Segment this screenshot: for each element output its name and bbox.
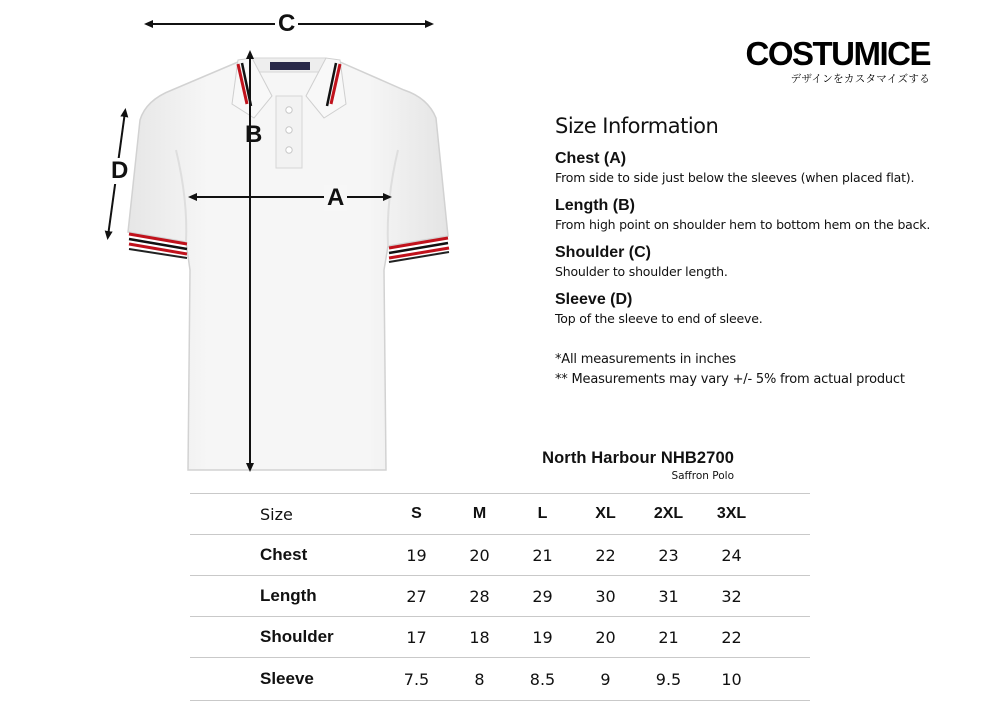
size-chart-table	[190, 493, 810, 701]
table-cell: 22	[574, 535, 637, 576]
polo-shirt-diagram	[0, 0, 520, 490]
row-label: Shoulder	[190, 617, 385, 658]
table-cell: 18	[448, 617, 511, 658]
definition-length	[555, 195, 995, 234]
table-cell: 20	[574, 617, 637, 658]
table-cell: 24	[700, 535, 763, 576]
table-cell: 29	[511, 576, 574, 617]
brand-logo	[744, 36, 930, 86]
table-row-chest	[190, 535, 810, 576]
size-column-header: 2XL	[637, 494, 700, 535]
table-cell: 28	[448, 576, 511, 617]
definition-description: Shoulder to shoulder length.	[555, 264, 728, 279]
size-information-title: Size Information	[555, 114, 719, 138]
table-spacer	[763, 617, 810, 658]
row-label: Length	[190, 576, 385, 617]
size-column-header: L	[511, 494, 574, 535]
row-label: Sleeve	[190, 658, 385, 701]
definition-name: Chest (A)	[555, 150, 627, 167]
note-units: *All measurements in inches	[555, 352, 736, 367]
brand-name: COSTUMICE	[745, 35, 930, 72]
table-cell: 31	[637, 576, 700, 617]
product-subtitle: Saffron Polo	[671, 470, 734, 482]
definition-chest	[555, 148, 995, 187]
size-column-header: XL	[574, 494, 637, 535]
row-label: Chest	[190, 535, 385, 576]
table-cell: 21	[637, 617, 700, 658]
button	[286, 127, 292, 133]
table-cell: 23	[637, 535, 700, 576]
chest-dimension-letter: A	[324, 185, 347, 211]
table-cell: 27	[385, 576, 448, 617]
table-spacer	[763, 576, 810, 617]
table-cell: 8.5	[511, 658, 574, 701]
note-variance: ** Measurements may vary +/- 5% from actual product	[555, 372, 905, 387]
definition-shoulder	[555, 242, 995, 281]
table-row-length	[190, 576, 810, 617]
table-cell: 10	[700, 658, 763, 701]
table-spacer	[763, 658, 810, 701]
button	[286, 107, 292, 113]
product-header	[520, 447, 734, 484]
brand-tagline: デザインをカスタマイズする	[790, 73, 930, 85]
definition-description: From side to side just below the sleeves (when placed flat).	[555, 170, 915, 185]
definition-name: Shoulder (C)	[555, 244, 651, 261]
table-cell: 9	[574, 658, 637, 701]
product-name: North Harbour NHB2700	[542, 449, 734, 467]
sleeve-dimension-letter: D	[108, 158, 131, 184]
definition-name: Length (B)	[555, 197, 635, 214]
table-cell: 8	[448, 658, 511, 701]
polo-shirt-image	[0, 0, 520, 490]
table-cell: 19	[511, 617, 574, 658]
table-row-shoulder	[190, 617, 810, 658]
table-cell: 30	[574, 576, 637, 617]
table-cell: 9.5	[637, 658, 700, 701]
table-row-sleeve	[190, 658, 810, 701]
table-cell: 19	[385, 535, 448, 576]
button	[286, 147, 292, 153]
definition-sleeve	[555, 289, 995, 328]
definition-name: Sleeve (D)	[555, 291, 633, 308]
shoulder-dimension-letter: C	[275, 11, 298, 37]
length-dimension-letter: B	[245, 121, 263, 148]
table-header-row	[190, 494, 810, 535]
table-spacer	[763, 494, 810, 535]
size-column-header: M	[448, 494, 511, 535]
table-cell: 22	[700, 617, 763, 658]
measurement-notes	[555, 350, 995, 390]
table-cell: 7.5	[385, 658, 448, 701]
size-column-header: S	[385, 494, 448, 535]
table-cell: 32	[700, 576, 763, 617]
definition-description: Top of the sleeve to end of sleeve.	[555, 311, 763, 326]
neck-label	[270, 62, 310, 70]
table-header-label: Size	[190, 494, 385, 535]
size-information	[555, 112, 995, 390]
table-spacer	[763, 535, 810, 576]
table-cell: 20	[448, 535, 511, 576]
table-cell: 17	[385, 617, 448, 658]
table-cell: 21	[511, 535, 574, 576]
size-column-header: 3XL	[700, 494, 763, 535]
definition-description: From high point on shoulder hem to bottom hem on the back.	[555, 217, 931, 232]
